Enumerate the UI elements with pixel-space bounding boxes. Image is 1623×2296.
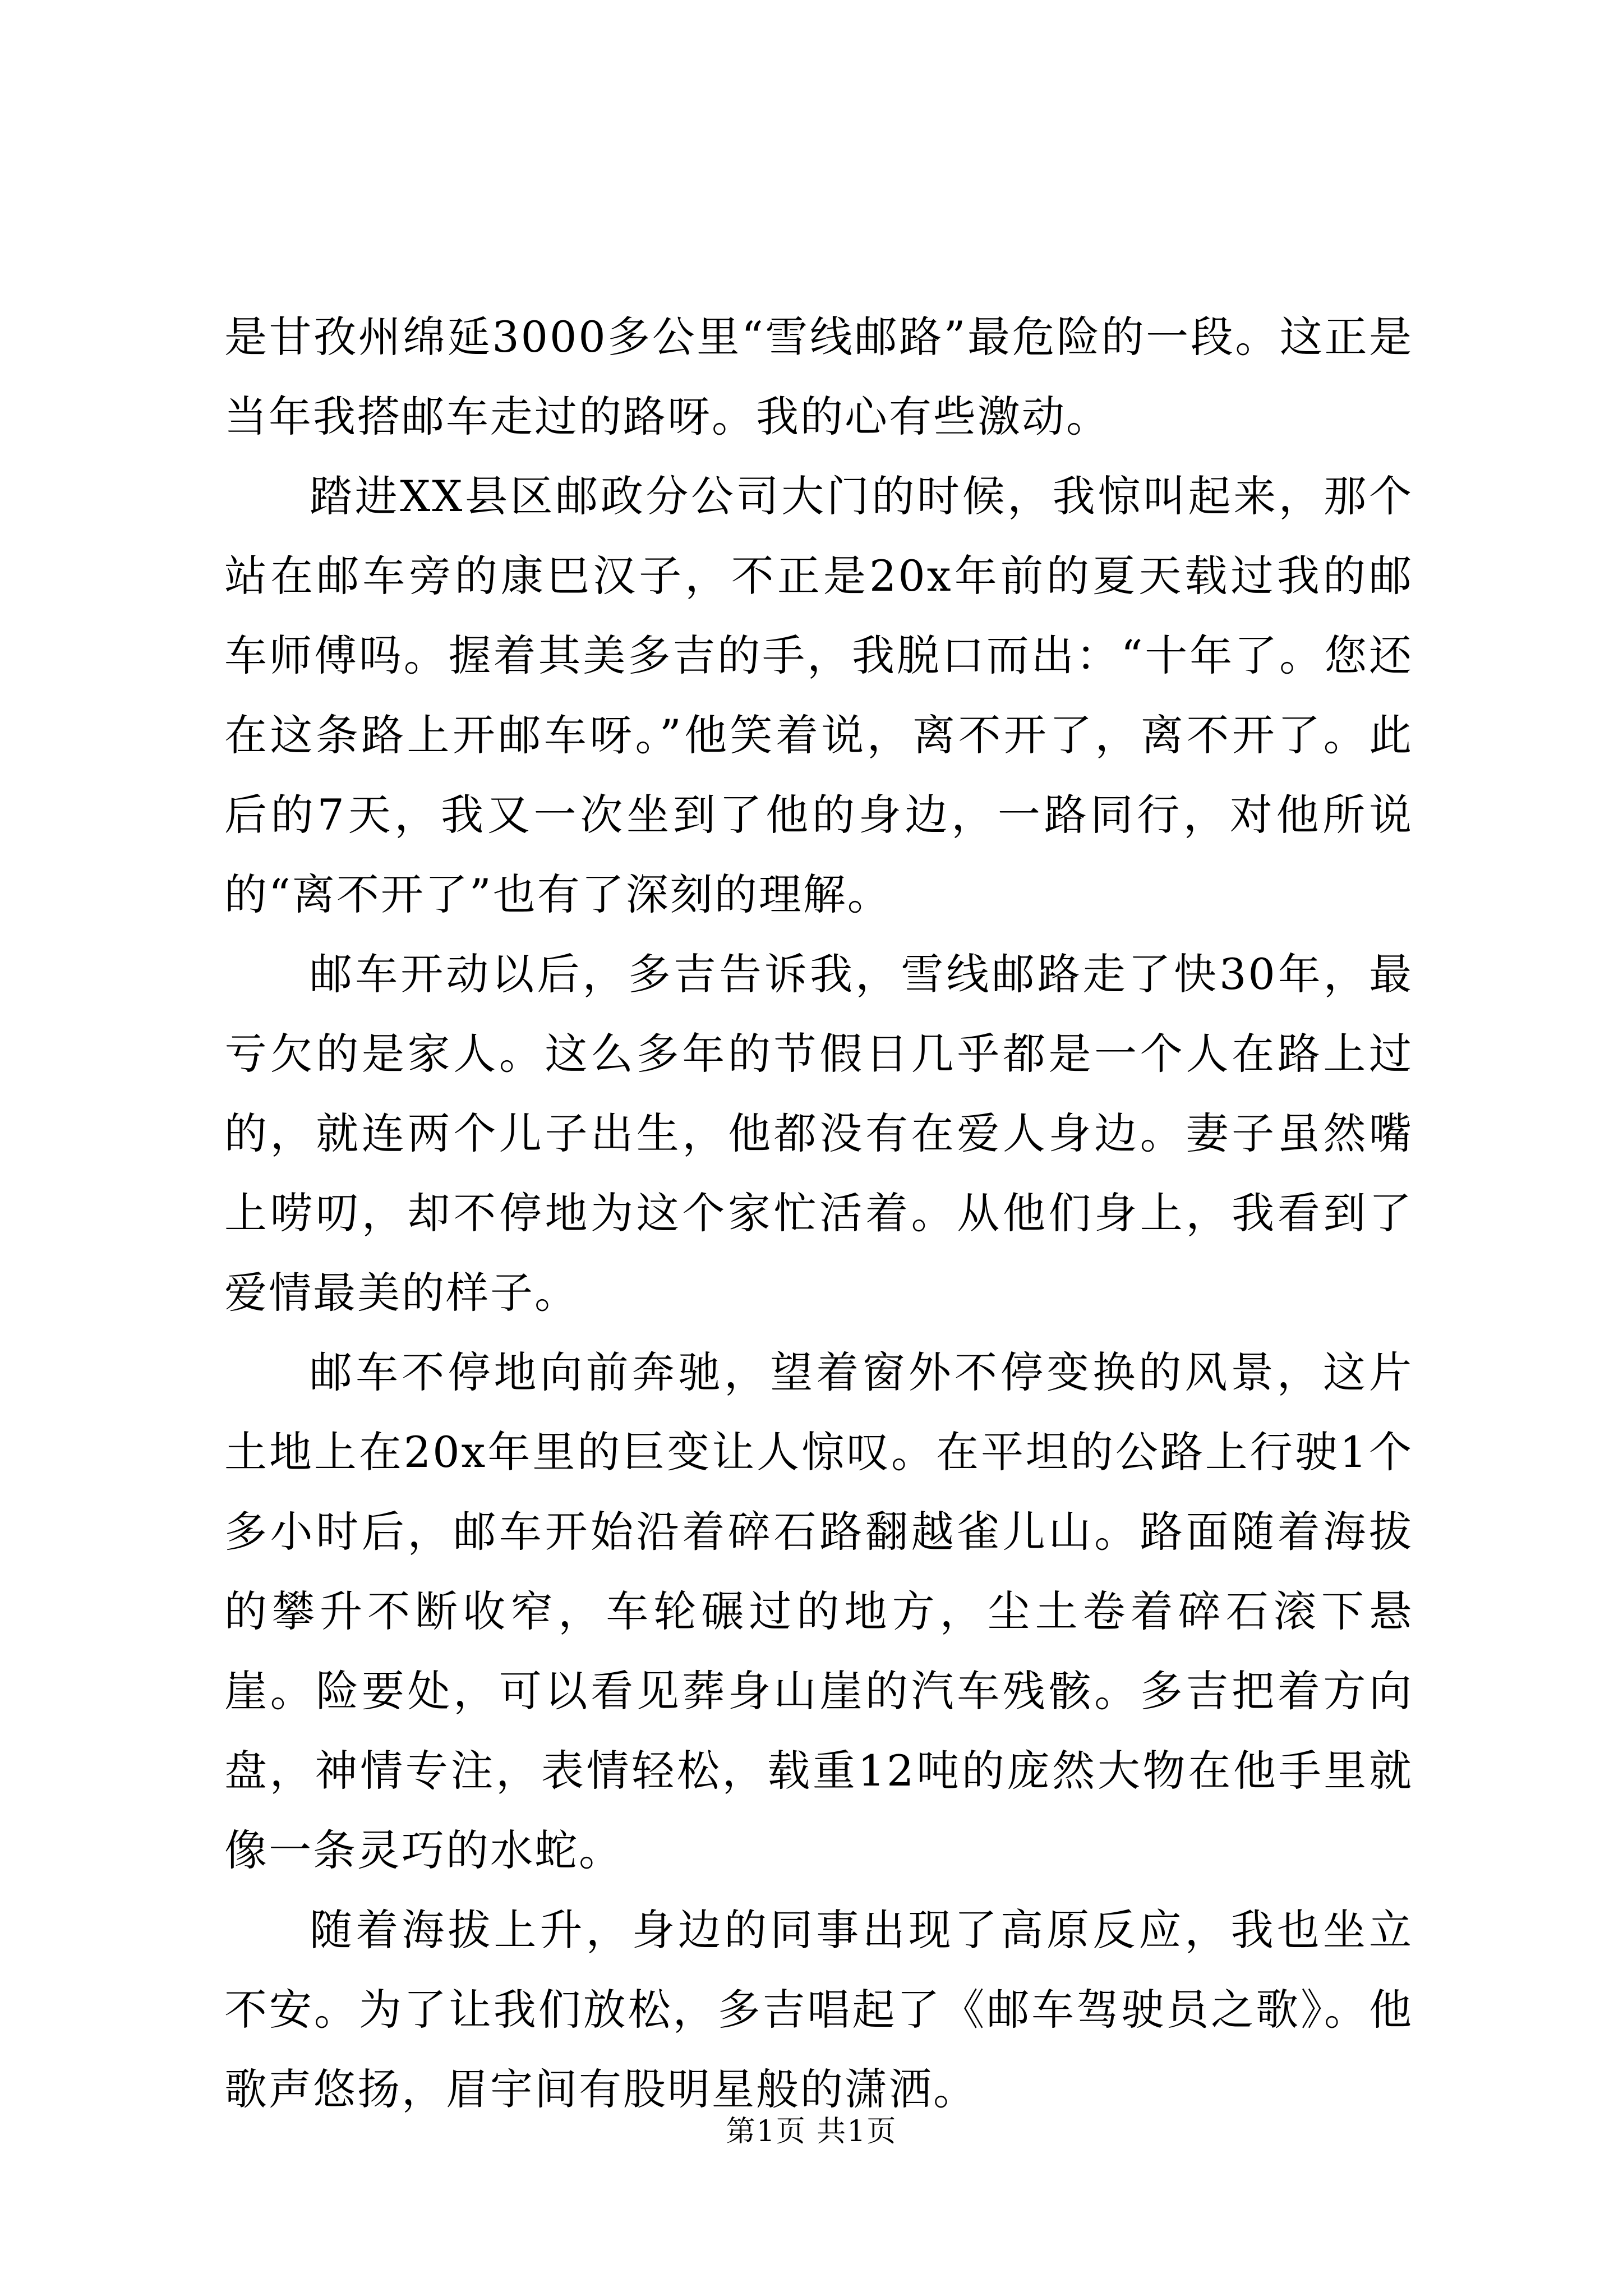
paragraph-4: 邮车不停地向前奔驰，望着窗外不停变换的风景，这片土地上在20x年里的巨变让人惊叹。在平坦的公路上行驶1个多小时后，邮车开始沿着碎石路翻越雀儿山。路面随着海拔的攀升不断收窄，车轮碾过的地方，尘土卷着碎石滚下悬崖。险要处，可以看见葬身山崖的汽车残骸。多吉把着方向盘，神情专注，表情轻松，载重12吨的庞然大物在他手里就像一条灵巧的水蛇。 <box>224 1347 1413 1875</box>
paragraph-2: 踏进XX县区邮政分公司大门的时候，我惊叫起来，那个站在邮车旁的康巴汉子，不正是20x年前的夏天载过我的邮车师傅吗。握着其美多吉的手，我脱口而出：“十年了。您还在这条路上开邮车呀。”他笑着说，离不开了，离不开了。此后的7天，我又一次坐到了他的身边，一路同行，对他所说的“离不开了”也有了深刻的理解。 <box>224 471 1413 919</box>
page-footer: 第1页 共1页 <box>726 2115 897 2148</box>
document-body <box>224 297 1413 2129</box>
paragraph-3: 邮车开动以后，多吉告诉我，雪线邮路走了快30年，最亏欠的是家人。这么多年的节假日几乎都是一个人在路上过的，就连两个儿子出生，他都没有在爱人身边。妻子虽然嘴上唠叨，却不停地为这个家忙活着。从他们身上，我看到了爱情最美的样子。 <box>224 949 1413 1318</box>
paragraph-1: 是甘孜州绵延3000多公里“雪线邮路”最危险的一段。这正是当年我搭邮车走过的路呀。我的心有些激动。 <box>224 312 1413 441</box>
paragraph-5: 随着海拔上升，身边的同事出现了高原反应，我也坐立不安。为了让我们放松，多吉唱起了《邮车驾驶员之歌》。他歌声悠扬，眉宇间有股明星般的潇洒。 <box>224 1905 1413 2114</box>
